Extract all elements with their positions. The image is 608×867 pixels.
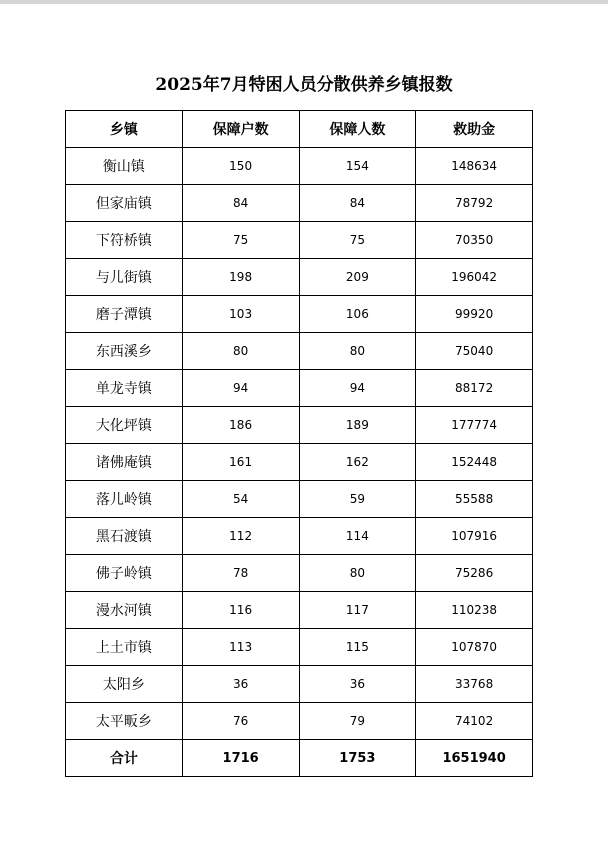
funds-cell: 78792: [416, 185, 533, 222]
funds-cell: 75286: [416, 555, 533, 592]
town-cell: 太阳乡: [66, 666, 183, 703]
persons-cell: 80: [299, 555, 416, 592]
funds-cell: 107870: [416, 629, 533, 666]
town-cell: 黑石渡镇: [66, 518, 183, 555]
table-row: [66, 555, 533, 592]
households-cell: 116: [182, 592, 299, 629]
funds-cell: 152448: [416, 444, 533, 481]
households-cell: 198: [182, 259, 299, 296]
column-header-town: 乡镇: [66, 111, 183, 148]
households-cell: 150: [182, 148, 299, 185]
table-row: [66, 185, 533, 222]
town-cell: 但家庙镇: [66, 185, 183, 222]
town-cell: 诸佛庵镇: [66, 444, 183, 481]
column-header-persons: 保障人数: [299, 111, 416, 148]
households-cell: 80: [182, 333, 299, 370]
funds-cell: 148634: [416, 148, 533, 185]
persons-cell: 84: [299, 185, 416, 222]
households-cell: 94: [182, 370, 299, 407]
town-cell: 落儿岭镇: [66, 481, 183, 518]
persons-cell: 80: [299, 333, 416, 370]
persons-cell: 115: [299, 629, 416, 666]
persons-cell: 114: [299, 518, 416, 555]
town-cell: 磨子潭镇: [66, 296, 183, 333]
town-cell: 东西溪乡: [66, 333, 183, 370]
town-cell: 上土市镇: [66, 629, 183, 666]
table-row: [66, 703, 533, 740]
persons-cell: 94: [299, 370, 416, 407]
funds-cell: 99920: [416, 296, 533, 333]
town-cell: 漫水河镇: [66, 592, 183, 629]
persons-cell: 36: [299, 666, 416, 703]
funds-cell: 107916: [416, 518, 533, 555]
persons-cell: 79: [299, 703, 416, 740]
households-cell: 113: [182, 629, 299, 666]
households-cell: 54: [182, 481, 299, 518]
households-cell: 103: [182, 296, 299, 333]
funds-cell: 75040: [416, 333, 533, 370]
total-row: [66, 740, 533, 777]
table-header-row: [66, 111, 533, 148]
households-cell: 76: [182, 703, 299, 740]
funds-cell: 196042: [416, 259, 533, 296]
town-cell: 单龙寺镇: [66, 370, 183, 407]
persons-cell: 117: [299, 592, 416, 629]
persons-cell: 209: [299, 259, 416, 296]
persons-cell: 59: [299, 481, 416, 518]
town-cell: 与儿街镇: [66, 259, 183, 296]
table-row: [66, 592, 533, 629]
funds-cell: 55588: [416, 481, 533, 518]
funds-cell: 88172: [416, 370, 533, 407]
funds-cell: 110238: [416, 592, 533, 629]
households-cell: 84: [182, 185, 299, 222]
table-row: [66, 148, 533, 185]
table-row: [66, 518, 533, 555]
households-cell: 186: [182, 407, 299, 444]
households-cell: 75: [182, 222, 299, 259]
table-row: [66, 481, 533, 518]
persons-cell: 162: [299, 444, 416, 481]
table-row: [66, 222, 533, 259]
persons-cell: 189: [299, 407, 416, 444]
funds-cell: 70350: [416, 222, 533, 259]
households-cell: 36: [182, 666, 299, 703]
table-row: [66, 444, 533, 481]
persons-cell: 75: [299, 222, 416, 259]
funds-cell: 74102: [416, 703, 533, 740]
households-cell: 112: [182, 518, 299, 555]
table-row: [66, 296, 533, 333]
table-row: [66, 629, 533, 666]
total-households-cell: 1716: [182, 740, 299, 777]
households-cell: 78: [182, 555, 299, 592]
column-header-funds: 救助金: [416, 111, 533, 148]
table-row: [66, 407, 533, 444]
total-funds-cell: 1651940: [416, 740, 533, 777]
table-row: [66, 370, 533, 407]
town-cell: 衡山镇: [66, 148, 183, 185]
table-row: [66, 666, 533, 703]
town-cell: 大化坪镇: [66, 407, 183, 444]
town-cell: 太平畈乡: [66, 703, 183, 740]
total-label-cell: 合计: [66, 740, 183, 777]
column-header-households: 保障户数: [182, 111, 299, 148]
funds-cell: 177774: [416, 407, 533, 444]
table-row: [66, 333, 533, 370]
table-row: [66, 259, 533, 296]
town-cell: 下符桥镇: [66, 222, 183, 259]
report-table: [65, 110, 533, 777]
households-cell: 161: [182, 444, 299, 481]
persons-cell: 154: [299, 148, 416, 185]
page-top-border: [0, 0, 608, 4]
total-persons-cell: 1753: [299, 740, 416, 777]
town-cell: 佛子岭镇: [66, 555, 183, 592]
funds-cell: 33768: [416, 666, 533, 703]
document-title: 2025年7月特困人员分散供养乡镇报数: [155, 75, 453, 95]
persons-cell: 106: [299, 296, 416, 333]
